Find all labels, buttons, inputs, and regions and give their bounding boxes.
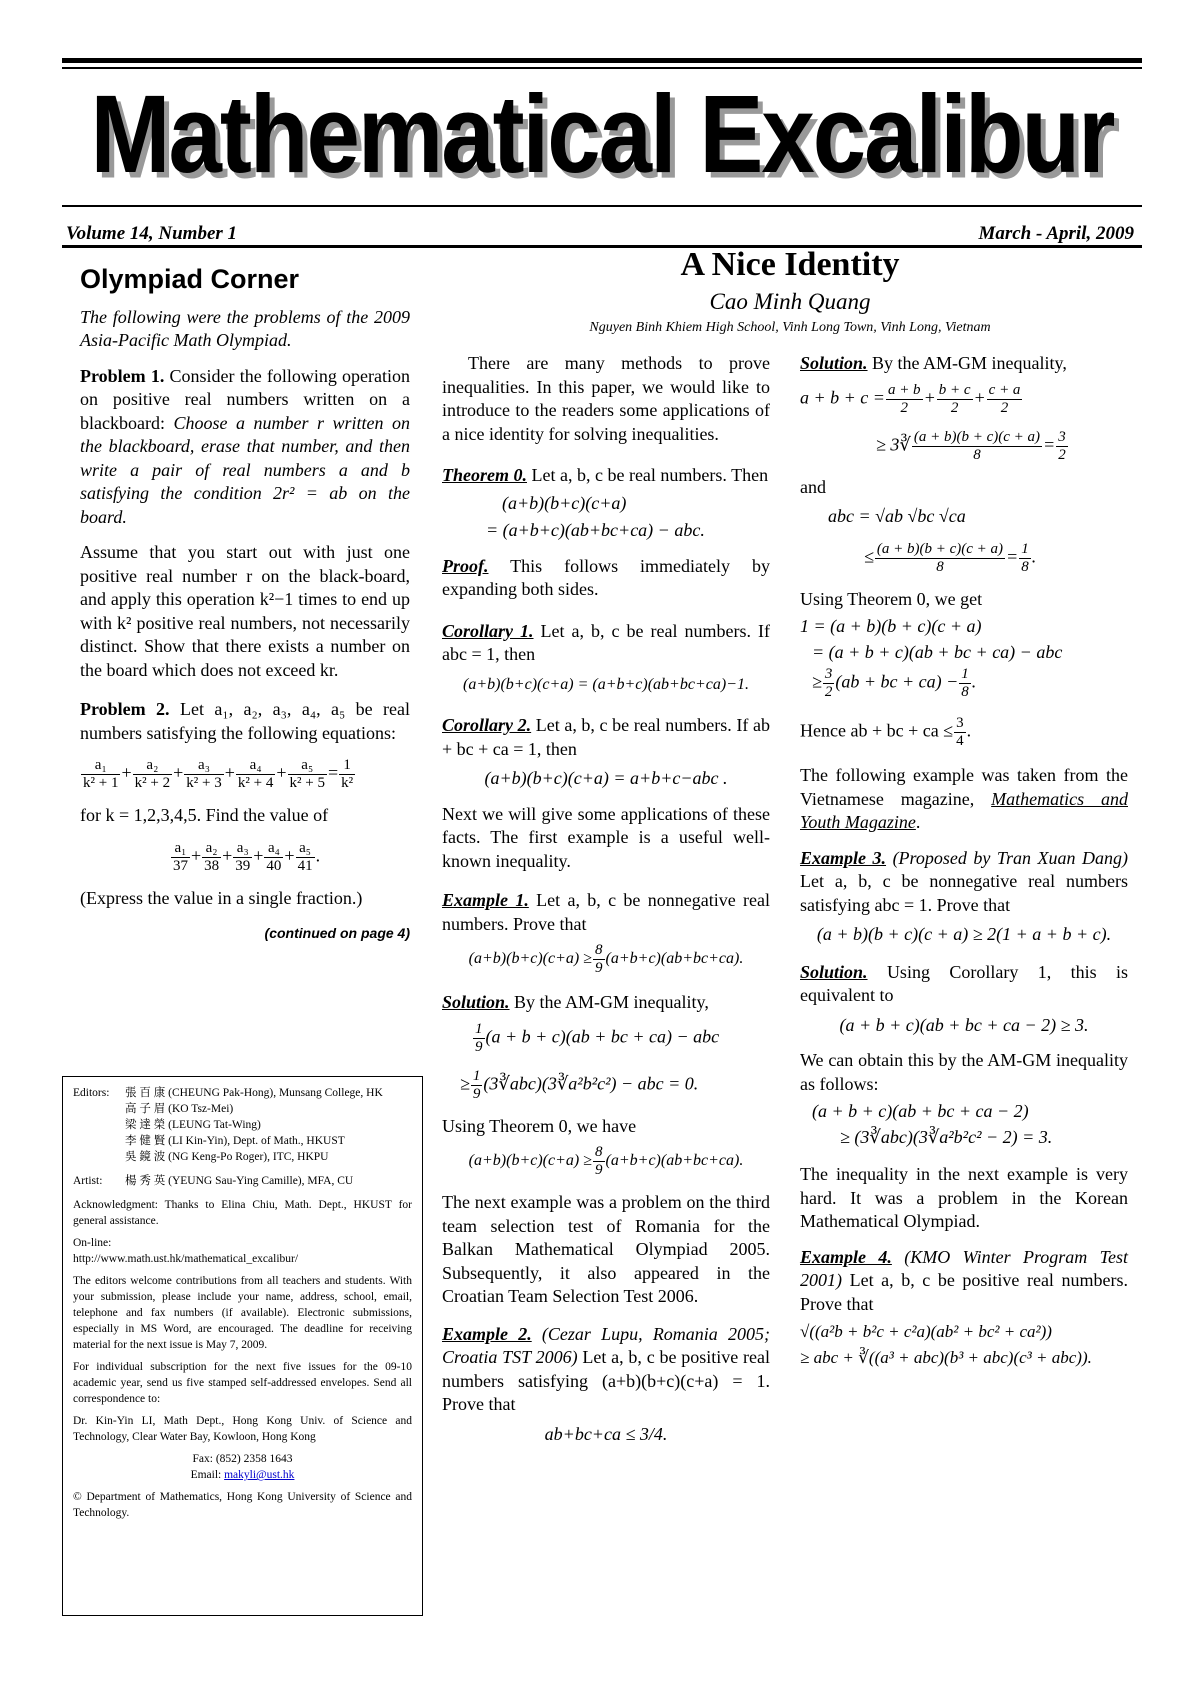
acknowledgment: Acknowledgment: Thanks to Elina Chiu, Math. Dept., HKUST for general assistance.	[73, 1199, 412, 1227]
example-1: Example 1. Let a, b, c be nonnegative real numbers. Prove that	[442, 890, 770, 934]
editor-2: 高 子 眉 (KO Tsz-Mei)	[125, 1103, 234, 1115]
issue-date: March - April, 2009	[978, 223, 1134, 244]
corollary-1-eq: (a+b)(b+c)(c+a) = (a+b+c)(ab+bc+ca)−1.	[463, 675, 749, 693]
theorem-0-eq1: (a+b)(b+c)(c+a)	[502, 492, 627, 513]
problem-2-express: (Express the value in a single fraction.)	[80, 887, 363, 908]
article-column-3	[800, 352, 1128, 1371]
solution-3: Solution. Using Corollary 1, this is equivalent to	[800, 961, 1128, 1005]
olympiad-heading: Olympiad Corner	[80, 264, 300, 294]
artist-block	[73, 1173, 412, 1189]
editorial-box	[62, 1076, 423, 1616]
using-theorem-0: Using Theorem 0, we have	[442, 1115, 637, 1136]
editors-block	[73, 1085, 412, 1165]
solution-3-eq2: (a + b + c)(ab + bc + ca − 2)	[812, 1101, 1029, 1121]
editor-1: 張 百 康 (CHEUNG Pak-Hong), Munsang College, HK	[125, 1087, 383, 1099]
example-4-eq2: ≥ abc + ∛((a³ + abc)(b³ + abc)(c³ + abc)).	[800, 1347, 1092, 1367]
editors-label: Editors:	[73, 1087, 110, 1099]
masthead-rule-upper	[62, 205, 1142, 207]
solution-2-eq7: ≥ $\frac{3}{2}$ (ab + bc + ca) − $\frac{1}{8}$ .	[812, 666, 977, 700]
top-rule-thin	[62, 67, 1142, 69]
solution-1-eq3: (a+b)(b+c)(c+a) ≥ $\frac{8}{9}$ (a+b+c)(ab+bc+ca).	[468, 1144, 744, 1178]
contribution-note: The editors welcome contributions from all teachers and students. With your submission, please include your name, address, school, email, telephone and fax numbers (if available). Electronic submissions, especially in MS Word, are encouraged. The deadline for receiving material for the next issue is May 7, 2009.	[73, 1275, 412, 1351]
solution-1-eq2: ≥ $\frac{1}{9}$ (3∛abc)(3∛a²b²c²) − abc = 0.	[460, 1067, 699, 1102]
example-3-eq: (a + b)(b + c)(c + a) ≥ 2(1 + a + b + c).	[816, 924, 1112, 944]
solution-3-text2: We can obtain this by the AM-GM inequality as follows:	[800, 1050, 1128, 1094]
online-label: On-line:	[73, 1237, 112, 1249]
editor-5: 吳 鏡 波 (NG Keng-Po Roger), ITC, HKPU	[125, 1151, 329, 1163]
solution-2-eq2: ≥ 3∛ $\frac{(a + b)(b + c)(c + a)}{8}$ = $\frac{3}{2}$	[876, 428, 1066, 463]
example-4: Example 4. (KMO Winter Program Test 2001) Let a, b, c be positive real numbers. Prove that	[800, 1246, 1129, 1314]
solution-2-eq6: = (a + b + c)(ab + bc + ca) − abc	[812, 641, 1063, 662]
example-2: Example 2. (Cezar Lupu, Romania 2005; Croatia TST 2006) Let a, b, c be positive real numbers satisfying (a+b)(b+c)(c+a) = 1. Prove that	[442, 1323, 771, 1414]
online-url[interactable]: http://www.math.ust.hk/mathematical_excalibur/	[73, 1253, 299, 1265]
problem-1-label: Problem 1.	[80, 365, 165, 386]
theorem-0-eq2: = (a+b+c)(ab+bc+ca) − abc.	[486, 520, 705, 540]
solution-2-eq1: a + b + c = $\frac{a + b}{2}$ + $\frac{b + c}{2}$ + $\frac{c + a}{2}$	[800, 381, 1021, 416]
corollary-2: Corollary 2. Let a, b, c be real numbers. If ab + bc + ca = 1, then	[442, 715, 770, 759]
olympiad-corner	[80, 264, 411, 946]
solution-2-eq5: 1 = (a + b)(b + c)(c + a)	[800, 616, 982, 636]
example-2-eq: ab+bc+ca ≤ 3/4.	[544, 1423, 668, 1444]
masthead-title: Mathematical Excalibur	[90, 72, 1114, 196]
solution-2-eq4: ≤ $\frac{(a + b)(b + c)(c + a)}{8}$ = $\frac{1}{8}$ .	[864, 540, 1037, 575]
artist-name: 楊 秀 英 (YEUNG Sau-Ying Camille), MFA, CU	[125, 1175, 354, 1187]
example-4-eq1: √((a²b + b²c + c²a)(ab² + bc² + ca²))	[800, 1322, 1052, 1341]
email-line: Email: makyli@ust.hk	[190, 1469, 295, 1481]
corollary-2-eq: (a+b)(b+c)(c+a) = a+b+c−abc .	[484, 768, 728, 788]
solution-1-eq1: $\frac{1}{9}$ (a + b + c)(ab + bc + ca) − abc	[475, 1020, 720, 1055]
solution-2-eq3: abc = √ab √bc √ca	[828, 506, 966, 526]
artist-label: Artist:	[73, 1175, 103, 1187]
hard-example: The inequality in the next example is very hard. It was a problem in the Korean Mathematical Olympiad.	[800, 1164, 1128, 1231]
subscription-note: For individual subscription for the next five issues for the 09-10 academic year, send us five stamped self-addressed envelopes. Send all correspondence to:	[73, 1361, 412, 1405]
volume-label: Volume 14, Number 1	[66, 223, 238, 244]
problem-2-for: for k = 1,2,3,4,5. Find the value of	[80, 805, 329, 825]
and-word: and	[800, 476, 826, 497]
editor-3: 梁 達 榮 (LEUNG Tat-Wing)	[125, 1119, 261, 1131]
problem-1: Problem 1. Consider the following operation on positive real numbers written on a blackboard: Choose a number r written on the blackboard, erase that number, and then write a pair of real numbers a and b satisfying the condition 2r² = ab on the board.	[80, 365, 411, 527]
using-theorem-0-get: Using Theorem 0, we get	[800, 588, 983, 609]
solution-3-eq3: ≥ (3∛abc)(3∛a²b²c² − 2) = 3.	[840, 1126, 1053, 1147]
problem-2-label: Problem 2.	[80, 699, 170, 719]
problem-2-equation: $\frac{\text{a₁}}{\text{k² + 1}}$ + $\frac{\text{a₂}}{\text{k² + 2}}$ + $\frac{\text{a₃}}{\text{k² + 3}}$ + $\frac{\text{a₄}}{\text{k² + 4}}$ + $\frac{\text{a₅}}{\text{k² + 5}}$ = $\frac{1}{\text{k²}}$	[83, 757, 354, 791]
hence-line: Hence ab + bc + ca ≤ $\frac{3}{4}$ .	[800, 715, 972, 749]
problem-2-target: $\frac{\text{a₁}}{37}$ + $\frac{\text{a₂}}{38}$ + $\frac{\text{a₃}}{39}$ + $\frac{\text{a₄}}{40}$ + $\frac{\text{a₅}}{41}$ .	[172, 839, 321, 874]
problem-1-cont: Assume that you start out with just one positive real number r on the black-board, and apply this operation k²−1 times to end up with k² positive real numbers, not necessarily distinct. Show that there exists a number on the board which does not exceed kr.	[80, 542, 410, 680]
proof: Proof. This follows immediately by expanding both sides.	[442, 555, 770, 599]
solution-1: Solution. By the AM-GM inequality,	[442, 992, 709, 1012]
article-column-2	[442, 352, 770, 1458]
example-3: Example 3. (Proposed by Tran Xuan Dang) Let a, b, c be nonnegative real numbers satisfying abc = 1. Prove that	[800, 847, 1128, 915]
continued-note: (continued on page 4)	[264, 925, 410, 941]
problem-2: Problem 2. Let a₁, a₂, a₃, a₄, a₅ be real numbers satisfying the following equations:	[80, 699, 411, 743]
following-example: The following example was taken from the Vietnamese magazine, Mathematics and Youth Magazine.	[800, 765, 1128, 832]
example-1-eq: (a+b)(b+c)(c+a) ≥ $\frac{8}{9}$ (a+b+c)(ab+bc+ca).	[468, 942, 744, 976]
fax: Fax: (852) 2358 1643	[192, 1453, 293, 1465]
solution-3-eq1: (a + b + c)(ab + bc + ca − 2) ≥ 3.	[839, 1014, 1089, 1035]
article-title: A Nice Identity	[680, 246, 900, 283]
article-intro: There are many methods to prove inequalities. In this paper, we would like to introduce to the readers some applications of a nice identity for solving inequalities.	[442, 353, 770, 444]
next-example: The next example was a problem on the third team selection test of Romania for the Balkan Mathematical Olympiad 2005. Subsequently, it also appeared in the Croatian Team Selection Test 2006.	[442, 1192, 770, 1306]
olympiad-intro: The following were the problems of the 2009 Asia-Pacific Math Olympiad.	[80, 306, 410, 350]
article-author: Cao Minh Quang	[709, 289, 871, 314]
article-affiliation: Nguyen Binh Khiem High School, Vinh Long Town, Vinh Long, Vietnam	[589, 320, 991, 335]
editor-4: 李 健 賢 (LI Kin-Yin), Dept. of Math., HKUST	[125, 1135, 345, 1147]
email-link[interactable]: makyli@ust.hk	[224, 1469, 295, 1481]
correspondence-address: Dr. Kin-Yin LI, Math Dept., Hong Kong Univ. of Science and Technology, Clear Water Bay, Kowloon, Hong Kong	[73, 1415, 412, 1443]
theorem-0: Theorem 0. Let a, b, c be real numbers. Then	[442, 465, 769, 485]
corollary-1: Corollary 1. Let a, b, c be real numbers. If abc = 1, then	[442, 620, 770, 664]
copyright: © Department of Mathematics, Hong Kong University of Science and Technology.	[73, 1491, 412, 1519]
next-paragraph: Next we will give some applications of these facts. The first example is a useful well-known inequality.	[442, 803, 770, 871]
top-rule	[62, 58, 1142, 63]
solution-2: Solution. By the AM-GM inequality,	[800, 353, 1067, 373]
